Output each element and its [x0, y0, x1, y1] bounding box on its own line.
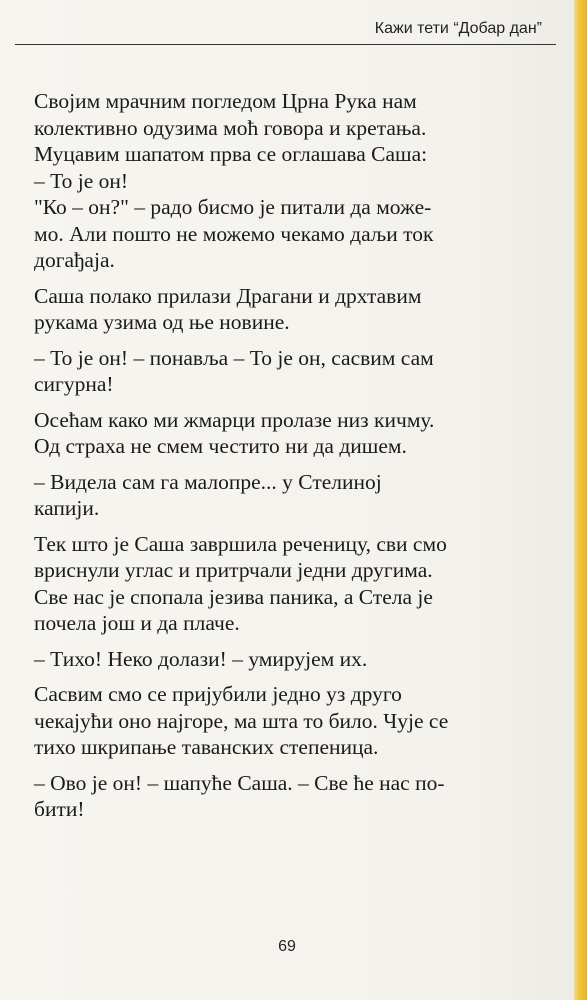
text-line: сигурна!	[34, 372, 114, 396]
text-line: Тек што је Саша завршила реченицу, сви смо	[34, 531, 447, 556]
body-text	[34, 88, 534, 832]
text-line: мо. Али пошто не можемо чекамо даљи ток	[34, 221, 434, 246]
text-line: – Тихо! Неко долази! – умирујем их.	[34, 646, 368, 671]
text-line: чекајући оно најгоре, ма шта то било. Чује се	[34, 708, 449, 733]
paragraph	[34, 770, 534, 823]
text-line: – То је он!	[34, 168, 129, 193]
text-line: тихо шкрипање таванских степеница.	[34, 735, 379, 759]
paragraph	[34, 283, 534, 336]
text-line: Осећам како ми жмарци пролазе низ кичму.	[34, 407, 435, 432]
text-line: колективно одузима моћ говора и кретања.	[34, 115, 427, 140]
text-line: догађаја.	[34, 248, 115, 272]
text-line: рукама узима од ње новине.	[34, 310, 290, 334]
text-line: Саша полако прилази Драгани и дрхтавим	[34, 283, 422, 308]
paragraph	[34, 168, 534, 195]
text-line: Од страха не смем честито ни да дишем.	[34, 434, 407, 458]
text-line: Све нас је спопала језива паника, а Стела је	[34, 584, 433, 609]
text-line: почела још и да плаче.	[34, 611, 240, 635]
text-line: бити!	[34, 797, 85, 821]
paragraph	[34, 88, 534, 168]
text-line: "Ко – он?" – радо бисмо је питали да може-	[34, 195, 432, 219]
text-line: – Видела сам га малопре... у Стелиној	[34, 469, 382, 494]
paragraph	[34, 194, 534, 274]
paragraph	[34, 407, 534, 460]
paragraph	[34, 681, 534, 761]
paragraph	[34, 531, 534, 637]
text-line: Својим мрачним погледом Црна Рука нам	[34, 89, 417, 113]
text-line: вриснули углас и притрчали једни другима.	[34, 558, 433, 582]
text-line: капији.	[34, 496, 100, 520]
running-header	[15, 18, 556, 45]
paragraph	[34, 646, 534, 673]
page-edge	[574, 0, 587, 1000]
paragraph	[34, 345, 534, 398]
text-line: Сасвим смо се пријубили једно уз друго	[34, 682, 402, 706]
text-line: Муцавим шапатом прва се оглашава Саша:	[34, 142, 428, 166]
page-number: 69	[278, 938, 296, 955]
text-line: – То је он! – понавља – То је он, сасвим сам	[34, 345, 434, 370]
header-title: Кажи тети “Добар дан”	[374, 20, 542, 37]
paragraph	[34, 469, 534, 522]
text-line: – Ово је он! – шапуће Саша. – Све ће нас по-	[34, 770, 445, 795]
